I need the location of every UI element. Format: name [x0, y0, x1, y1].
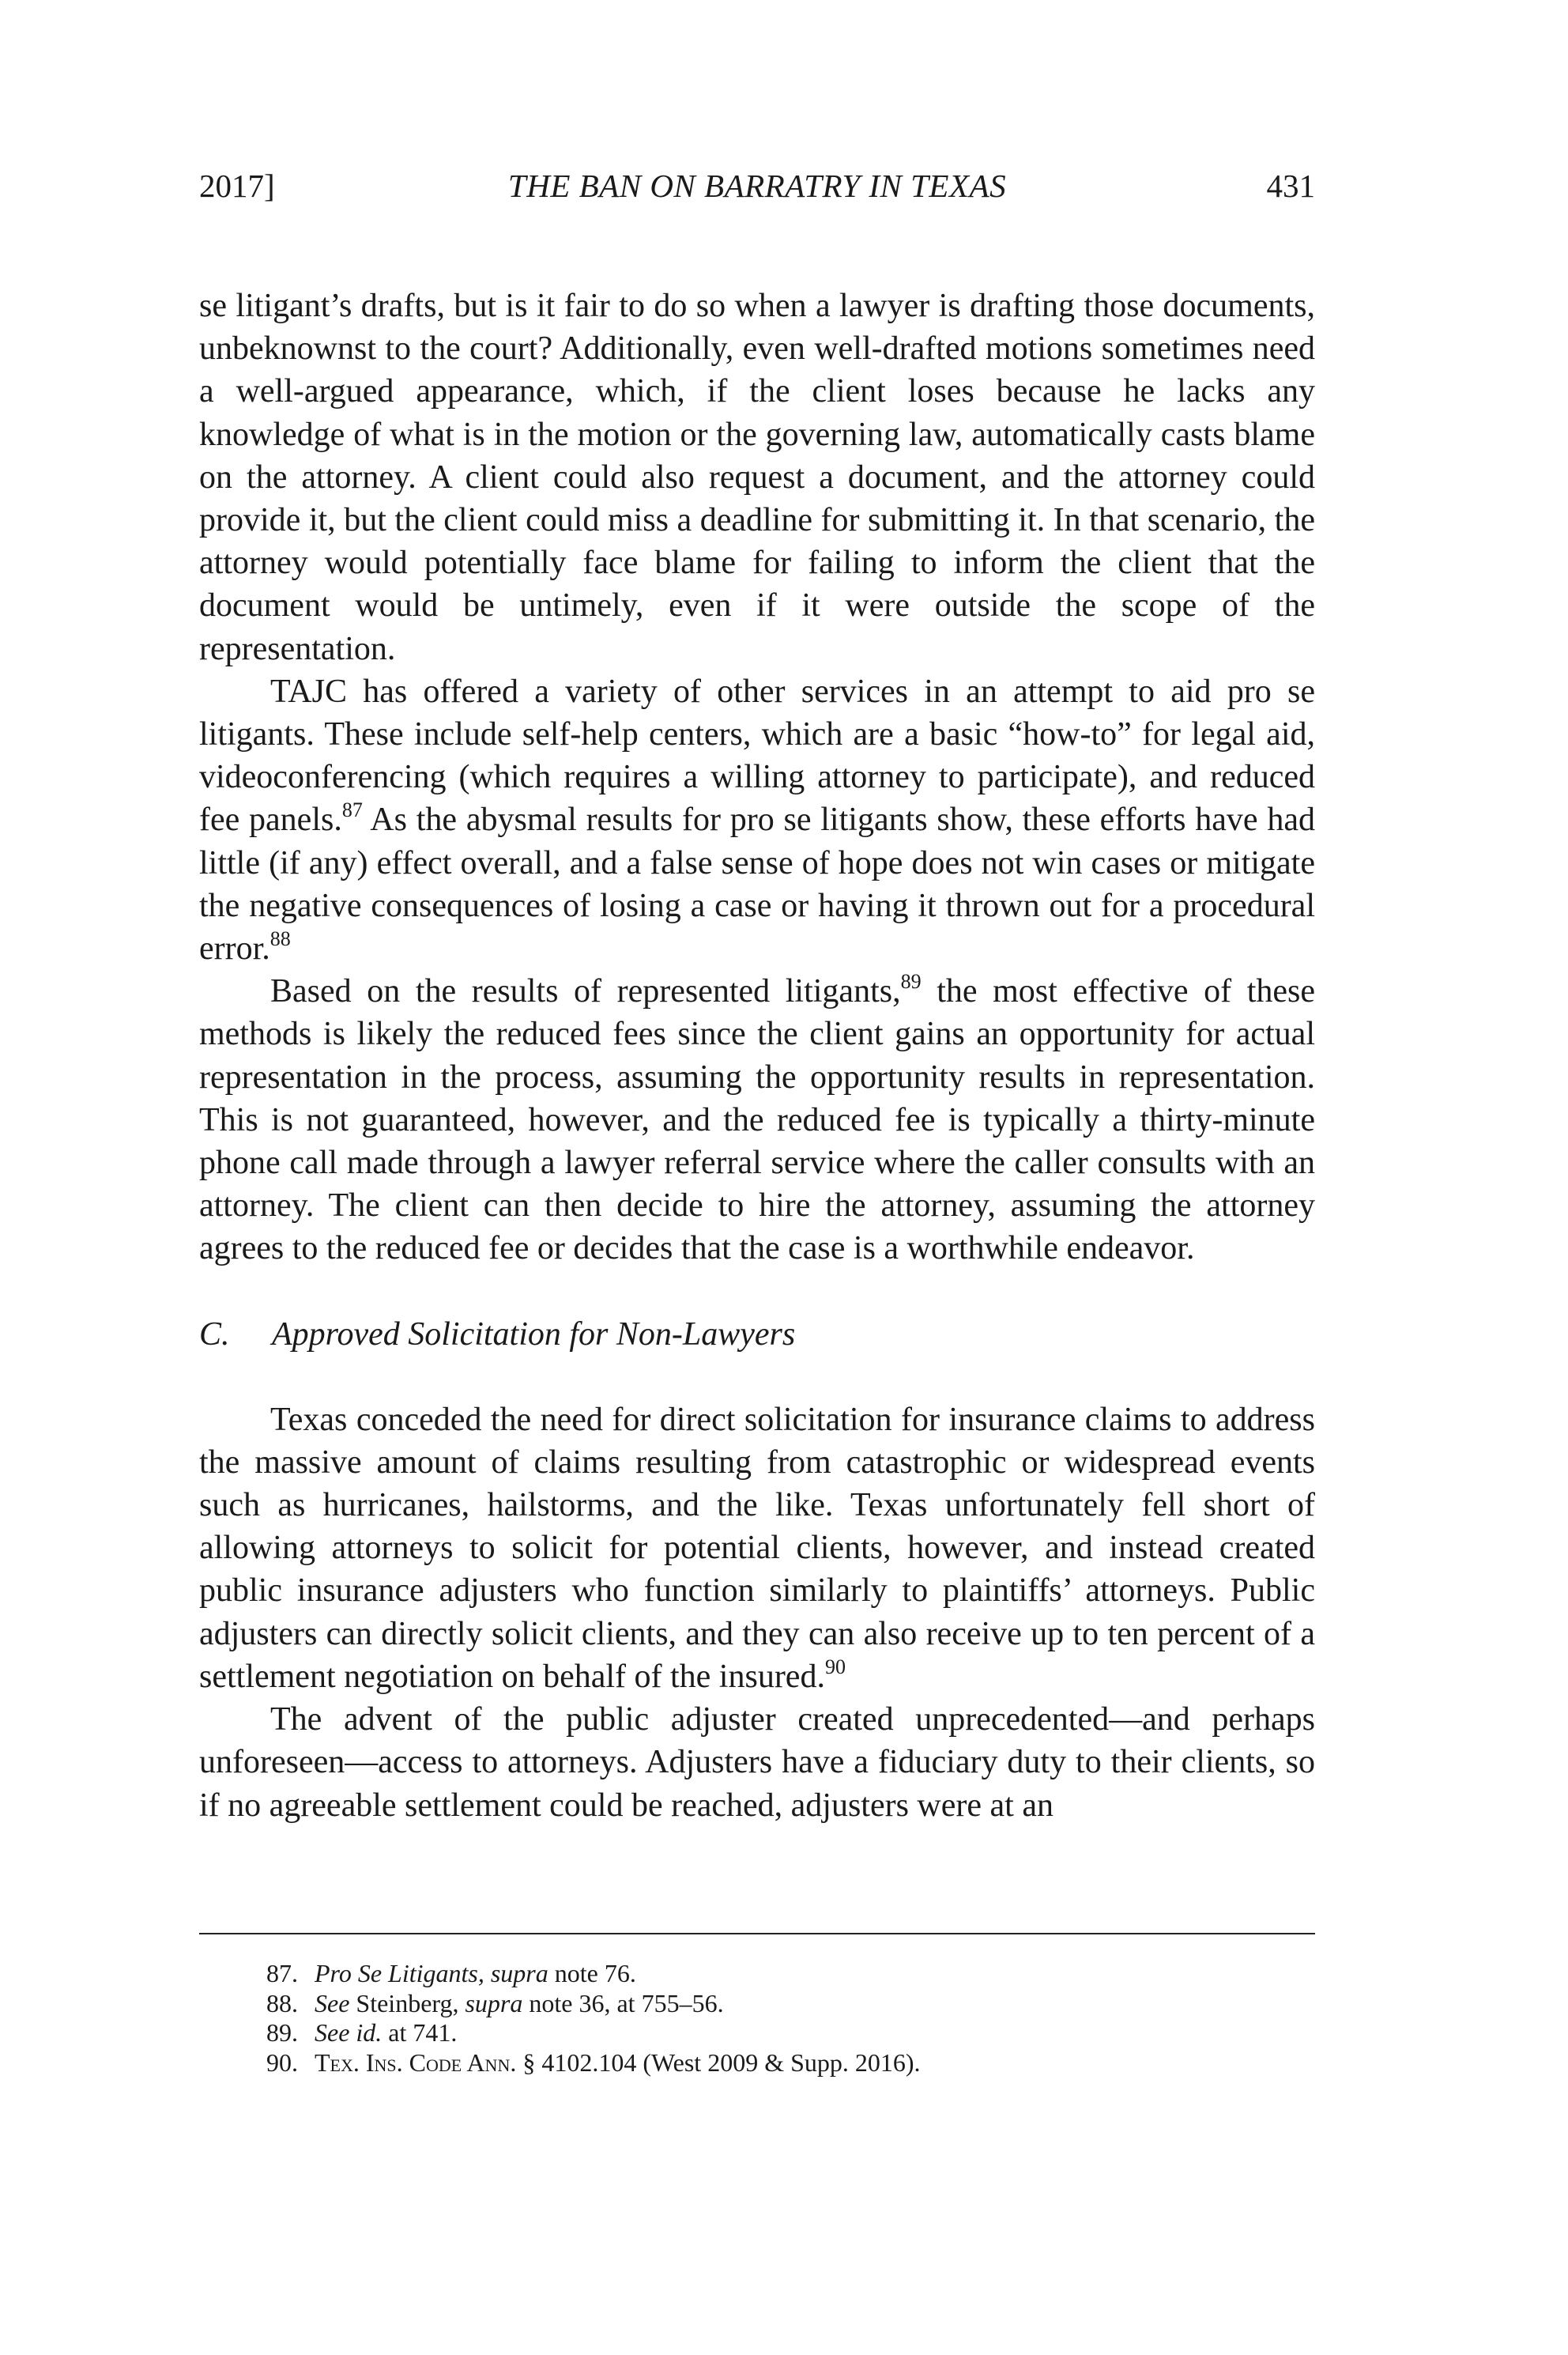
footnote-text [315, 2048, 921, 2078]
footnote [199, 1959, 1315, 1989]
footnote-plain-text: note 76. [548, 1959, 636, 1987]
footnote-number: 89. [266, 2018, 298, 2047]
footnote-italic-text: See [315, 1988, 350, 2017]
section-title: Approved Solicitation for Non-Lawyers [272, 1315, 796, 1353]
body-paragraph [199, 970, 1315, 1270]
paragraph-text: The advent of the public adjuster created unprecedented—and perhaps unforeseen—access to attorneys. Adjusters have a fiduciary duty to their clients, so if no agreeable settlement could be reached, adjusters were at an [199, 1701, 1315, 1824]
footnote-plain-text: § 4102.104 (West 2009 & Supp. 2016). [516, 2047, 921, 2077]
footnote-reference[interactable]: 90 [824, 1655, 846, 1678]
footnote-text [315, 2018, 457, 2048]
footnote-reference[interactable]: 87 [341, 798, 363, 822]
footnote-smallcaps-text: Tex. Ins. Code Ann. [315, 2047, 517, 2077]
article-body [199, 285, 1315, 1827]
footnote-number: 88. [266, 1988, 298, 2017]
paragraph-text: se litigant’s drafts, but is it fair to do so when a lawyer is drafting those documents, unbeknownst to the court? Additionally, even well-drafted motions sometimes need a well-argued appearance, which, if the client loses because he lacks any knowledge of what is in the motion or the governing law, automatically casts blame on the attorney. A client could also request a document, and the attorney could provide it, but the client could miss a deadline for submitting it. In that scenario, the attorney would potentially face blame for failing to inform the client that the document would be untimely, even if it were outside the scope of the representation. [199, 288, 1315, 667]
footnotes [199, 1959, 1315, 2078]
body-paragraph [199, 670, 1315, 970]
footnote-italic-text: Pro Se Litigants, supra [315, 1959, 548, 1987]
footnote-text [315, 1989, 724, 2019]
body-paragraph [199, 1398, 1315, 1698]
paragraph-text: TAJC has offered a variety of other services in an attempt to aid pro se litigants. These include self-help centers, which are a basic “how-to” for legal aid, videoconferencing (which requires a willing attorney to participate), and reduced fee panels. [199, 673, 1315, 839]
running-head [199, 162, 1315, 209]
paragraph-text: As the abysmal results for pro se litigants show, these efforts have had little (if any) effect overall, and a false sense of hope does not win cases or mitigate the negative consequences of losing a case or having it thrown out for a procedural error. [199, 802, 1315, 968]
paragraph-text: the most effective of these methods is likely the reduced fees since the client gains an opportunity for actual representation in the process, assuming the opportunity results in representation. This is not guaranteed, however, and the reduced fee is typically a thirty-minute phone call made through a lawyer referral service where the caller consults with an attorney. The client can then decide to hire the attorney, assuming the attorney agrees to the reduced fee or decides that the case is a worthwhile endeavor. [199, 973, 1315, 1267]
section-heading [199, 1313, 1315, 1356]
footnote-italic-text: supra [465, 1988, 523, 2017]
footnote-reference[interactable]: 89 [900, 970, 922, 994]
paragraph-text: Based on the results of represented litigants, [270, 973, 901, 1010]
footnote [199, 2018, 1315, 2048]
section-letter: C. [199, 1315, 230, 1353]
footnote-plain-text: note 36, at 755–56. [522, 1988, 724, 2017]
footnote-number: 87. [266, 1959, 298, 1987]
footnote [199, 2048, 1315, 2078]
footnote-reference[interactable]: 88 [270, 927, 291, 951]
footnote-italic-text: See id. [315, 2018, 383, 2047]
footnote [199, 1989, 1315, 2019]
footnote-plain-text: at 741. [382, 2018, 458, 2047]
page-number: 431 [1266, 168, 1315, 204]
footnote-divider [199, 1933, 1315, 1934]
body-paragraph [199, 285, 1315, 670]
running-head-title: THE BAN ON BARRATRY IN TEXAS [507, 168, 1007, 204]
body-paragraph [199, 1698, 1315, 1827]
paragraph-text: Texas conceded the need for direct solicitation for insurance claims to address the massive amount of claims resulting from catastrophic or widespread events such as hurricanes, hailstorms, and the like. Texas unfortunately fell short of allowing attorneys to solicit for potential clients, however, and instead created public insurance adjusters who function similarly to plaintiffs’ attorneys. Public adjusters can directly solicit clients, and they can also receive up to ten percent of a settlement negotiation on behalf of the insured. [199, 1401, 1315, 1695]
footnote-text [315, 1959, 636, 1989]
footnote-number: 90. [266, 2047, 298, 2077]
footnote-plain-text: Steinberg, [349, 1988, 466, 2017]
running-head-year: 2017] [199, 168, 275, 204]
